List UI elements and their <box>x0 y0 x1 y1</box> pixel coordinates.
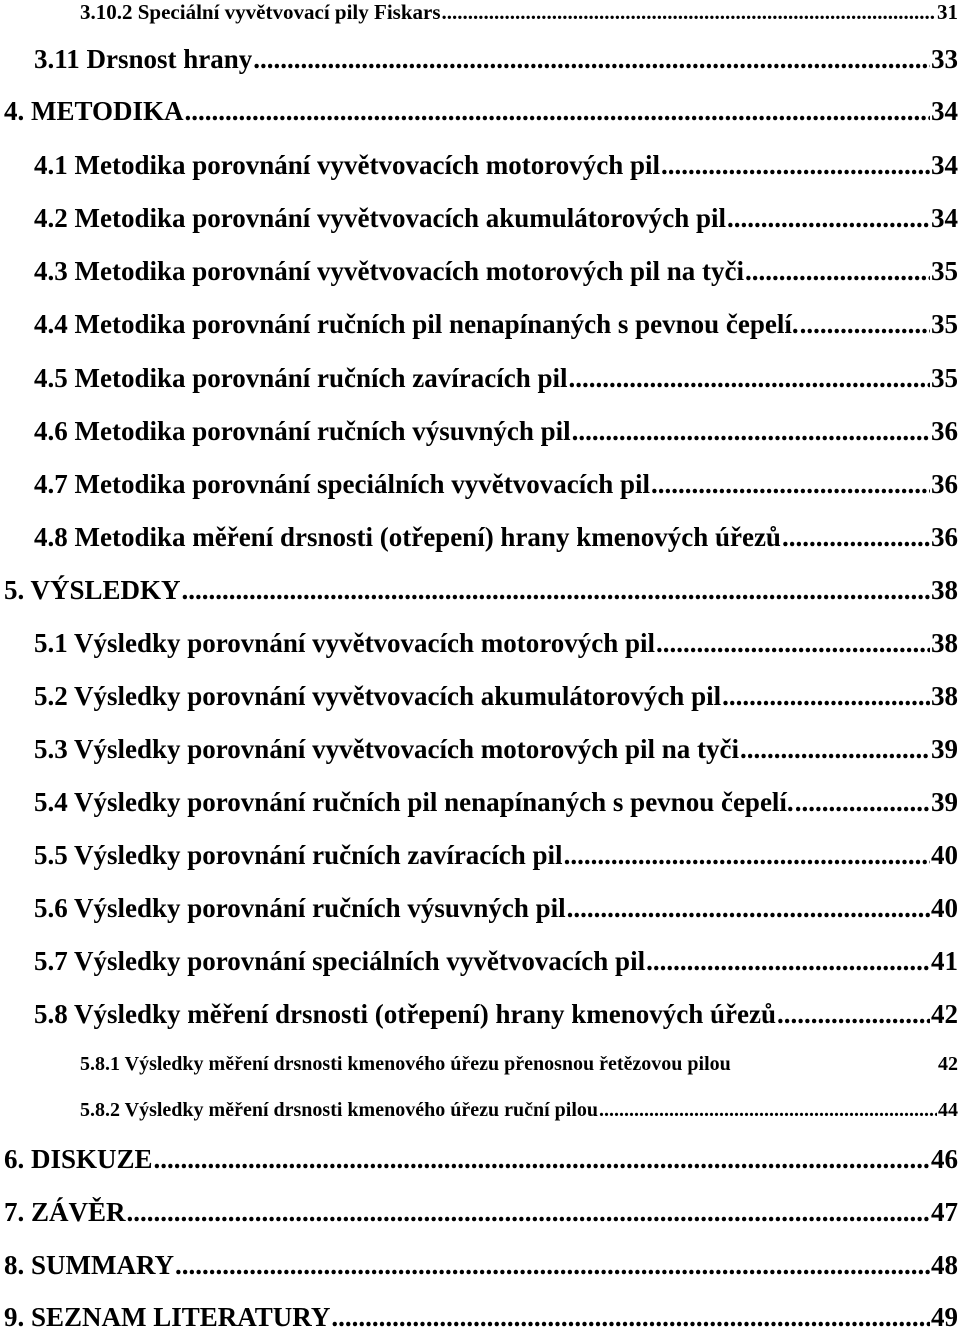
toc-leader-dots <box>656 630 930 657</box>
toc-page-number: 38 <box>931 575 958 605</box>
toc-entry-label: 5.8 Výsledky měření drsnosti (otřepení) hrany kmenových úřezů <box>34 999 776 1029</box>
toc-entry[interactable] <box>34 1001 958 1028</box>
toc-entry[interactable] <box>34 418 958 445</box>
toc-entry-label: 5.6 Výsledky porovnání ručních výsuvných pil <box>34 893 566 923</box>
toc-entry-label: 3.10.2 Speciální vyvětvovací pily Fiskars <box>80 0 441 24</box>
toc-entry[interactable] <box>34 736 958 763</box>
toc-entry[interactable] <box>34 311 958 338</box>
toc-entry[interactable] <box>4 1304 958 1331</box>
toc-leader-dots <box>795 789 930 816</box>
toc-entry-label: 5.8.2 Výsledky měření drsnosti kmenového úřezu ruční pilou <box>80 1099 598 1121</box>
toc-leader-dots <box>175 1252 930 1279</box>
toc-entry-label: 6. DISKUZE <box>4 1144 153 1174</box>
toc-entry-label: 4.7 Metodika porovnání speciálních vyvětvovacích pil <box>34 469 651 499</box>
toc-page-number: 34 <box>931 203 958 233</box>
toc-page-number: 40 <box>931 840 958 870</box>
toc-entry-label: 5.7 Výsledky porovnání speciálních vyvětvovacích pil <box>34 946 646 976</box>
toc-entry[interactable] <box>4 1199 958 1226</box>
toc-leader-dots <box>564 842 930 869</box>
toc-leader-dots <box>722 683 930 710</box>
toc-entry[interactable] <box>80 1100 958 1120</box>
toc-page-number: 34 <box>931 96 958 126</box>
toc-entry[interactable] <box>4 98 958 125</box>
toc-leader-dots <box>331 1304 930 1331</box>
toc-page-number: 42 <box>931 999 958 1029</box>
toc-entry[interactable] <box>4 1146 958 1173</box>
toc-entry[interactable] <box>80 1054 958 1074</box>
toc-page-number: 35 <box>931 309 958 339</box>
toc-entry-label: 4.3 Metodika porovnání vyvětvovacích motorových pil na tyči <box>34 256 744 286</box>
toc-leader-dots <box>727 205 930 232</box>
toc-entry[interactable] <box>34 948 958 975</box>
toc-entry-label: 5.5 Výsledky porovnání ručních zavíracích pil <box>34 840 563 870</box>
toc-leader-dots <box>777 1001 930 1028</box>
toc-entry-label: 5.1 Výsledky porovnání vyvětvovacích motorových pil <box>34 628 656 658</box>
toc-page-number: 44 <box>938 1099 958 1121</box>
toc-entry-label: 9. SEZNAM LITERATURY <box>4 1302 331 1332</box>
toc-entry-label: 5.8.1 Výsledky měření drsnosti kmenového úřezu přenosnou řetězovou pilou <box>80 1053 731 1075</box>
toc-leader-dots <box>782 524 930 551</box>
toc-entry-label: 4.4 Metodika porovnání ručních pil nenapínaných s pevnou čepelí. <box>34 309 799 339</box>
toc-leader-dots <box>154 1146 930 1173</box>
toc-entry[interactable] <box>34 205 958 232</box>
toc-page-number: 36 <box>931 416 958 446</box>
toc-page-number: 34 <box>931 150 958 180</box>
toc-page-number: 41 <box>931 946 958 976</box>
toc-entry-label: 8. SUMMARY <box>4 1250 175 1280</box>
toc-page-number: 42 <box>938 1053 958 1075</box>
toc-entry[interactable] <box>34 789 958 816</box>
toc-page-number: 39 <box>931 787 958 817</box>
toc-entry-label: 5.3 Výsledky porovnání vyvětvovacích motorových pil na tyči <box>34 734 740 764</box>
toc-entry[interactable] <box>34 630 958 657</box>
toc-leader-dots <box>127 1199 930 1226</box>
toc-entry-label: 5.2 Výsledky porovnání vyvětvovacích akumulátorových pil <box>34 681 722 711</box>
toc-entry[interactable] <box>34 258 958 285</box>
toc-leader-dots <box>569 365 930 392</box>
toc-leader-dots <box>567 895 930 922</box>
toc-page-number: 40 <box>931 893 958 923</box>
toc-page-number: 36 <box>931 469 958 499</box>
toc-entry-label: 4.5 Metodika porovnání ručních zavíracích pil <box>34 363 568 393</box>
toc-page-number: 49 <box>931 1302 958 1332</box>
toc-entry-label: 4. METODIKA <box>4 96 184 126</box>
toc-entry-label: 5. VÝSLEDKY <box>4 575 181 605</box>
toc-page-number: 35 <box>931 363 958 393</box>
toc-entry[interactable] <box>34 46 958 73</box>
toc-page-number: 35 <box>931 256 958 286</box>
toc-entry[interactable] <box>4 577 958 604</box>
toc-page-number: 39 <box>931 734 958 764</box>
toc-entry[interactable] <box>34 471 958 498</box>
toc-entry[interactable] <box>34 683 958 710</box>
toc-entry[interactable] <box>34 152 958 179</box>
toc-leader-dots <box>661 152 930 179</box>
toc-leader-dots <box>646 948 930 975</box>
toc-entry-label: 4.8 Metodika měření drsnosti (otřepení) hrany kmenových úřezů <box>34 522 781 552</box>
toc-entry[interactable] <box>34 842 958 869</box>
toc-page-number: 31 <box>937 0 958 24</box>
toc-page-number: 46 <box>931 1144 958 1174</box>
toc-page-number: 38 <box>931 628 958 658</box>
toc-leader-dots <box>745 258 930 285</box>
toc-leader-dots <box>185 98 930 125</box>
toc-leader-dots <box>800 311 930 338</box>
toc-leader-dots <box>442 2 936 23</box>
toc-leader-dots <box>253 46 930 73</box>
toc-entry[interactable] <box>80 2 958 23</box>
toc-leader-dots <box>651 471 930 498</box>
toc-entry[interactable] <box>34 365 958 392</box>
toc-entry[interactable] <box>4 1252 958 1279</box>
toc-page-number: 38 <box>931 681 958 711</box>
toc-page-number: 48 <box>931 1250 958 1280</box>
toc-entry-label: 3.11 Drsnost hrany <box>34 44 253 74</box>
toc-leader-dots <box>182 577 930 604</box>
toc-page-number: 47 <box>931 1197 958 1227</box>
toc-entry-label: 4.6 Metodika porovnání ručních výsuvných pil <box>34 416 571 446</box>
toc-page-number: 36 <box>931 522 958 552</box>
toc-entry-label: 5.4 Výsledky porovnání ručních pil nenapínaných s pevnou čepelí. <box>34 787 794 817</box>
toc-page-number: 33 <box>931 44 958 74</box>
toc-entry-label: 4.2 Metodika porovnání vyvětvovacích akumulátorových pil <box>34 203 727 233</box>
toc-entry[interactable] <box>34 524 958 551</box>
toc-leader-dots <box>599 1100 937 1120</box>
toc-leader-dots <box>740 736 930 763</box>
toc-entry-label: 7. ZÁVĚR <box>4 1197 126 1227</box>
toc-leader-dots <box>572 418 930 445</box>
toc-entry-label: 4.1 Metodika porovnání vyvětvovacích motorových pil <box>34 150 660 180</box>
toc-entry[interactable] <box>34 895 958 922</box>
